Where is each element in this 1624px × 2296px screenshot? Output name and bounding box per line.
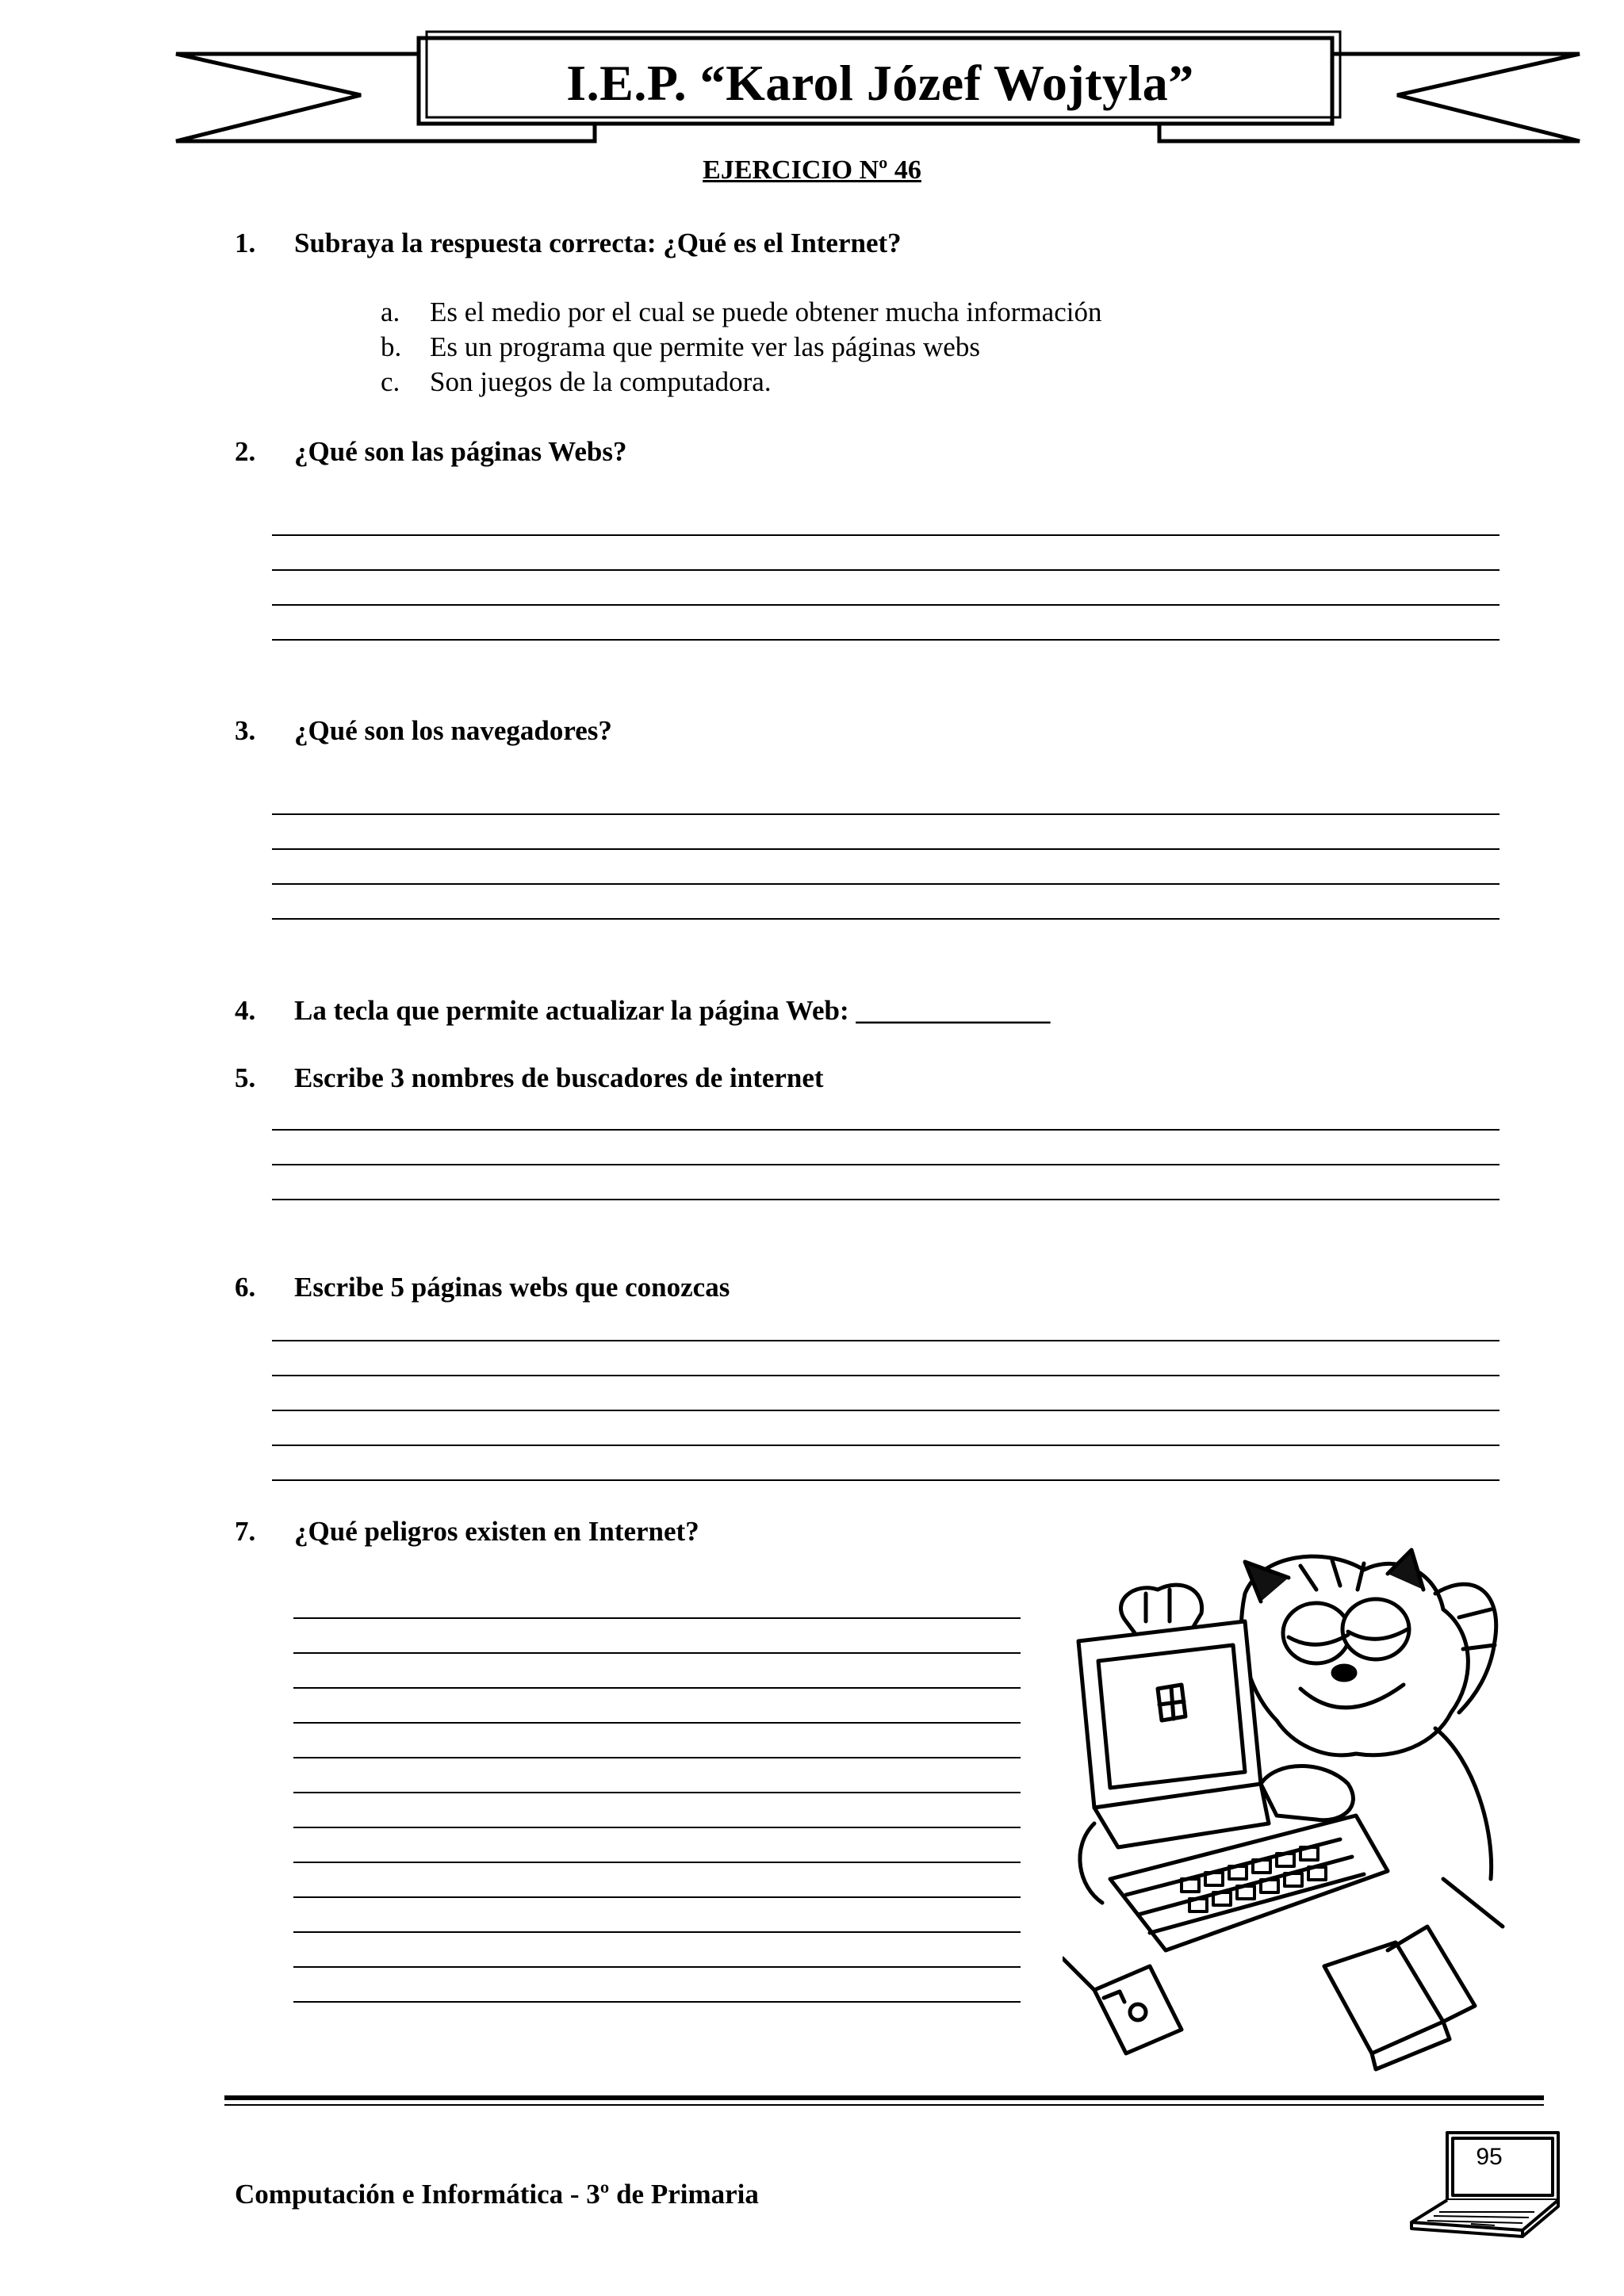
answer-line[interactable] <box>293 1792 1021 1793</box>
answer-line[interactable] <box>293 1827 1021 1828</box>
answer-line[interactable] <box>272 1129 1500 1131</box>
answer-line[interactable] <box>272 1410 1500 1411</box>
option-letter: c. <box>381 366 400 397</box>
answer-line[interactable] <box>293 1896 1021 1898</box>
answer-line[interactable] <box>293 1862 1021 1863</box>
cat-at-computer-illustration <box>1063 1546 1507 2093</box>
answer-line[interactable] <box>272 848 1500 850</box>
answer-line[interactable] <box>293 1966 1021 1968</box>
answer-line[interactable] <box>272 883 1500 885</box>
answer-line[interactable] <box>272 639 1500 641</box>
answer-line[interactable] <box>272 1340 1500 1341</box>
answer-line[interactable] <box>293 1687 1021 1689</box>
answer-line[interactable] <box>293 1617 1021 1619</box>
option-text: Es el medio por el cual se puede obtener mucha información <box>430 297 1102 327</box>
answer-line[interactable] <box>293 1652 1021 1654</box>
question-number: 1. <box>235 228 256 258</box>
answer-line[interactable] <box>293 1931 1021 1933</box>
question-text: La tecla que permite actualizar la página Web: ______________ <box>294 995 1051 1026</box>
answer-line[interactable] <box>272 1164 1500 1165</box>
question-number: 4. <box>235 995 256 1026</box>
option-letter: b. <box>381 331 402 362</box>
question-text: Subraya la respuesta correcta: ¿Qué es el Internet? <box>294 228 902 258</box>
answer-line[interactable] <box>272 1479 1500 1481</box>
answer-line[interactable] <box>293 1722 1021 1724</box>
answer-line[interactable] <box>272 1199 1500 1200</box>
option-text: Son juegos de la computadora. <box>430 366 772 397</box>
answer-line[interactable] <box>272 604 1500 606</box>
question-number: 7. <box>235 1516 256 1547</box>
question-text: Escribe 5 páginas webs que conozcas <box>294 1272 730 1303</box>
answer-line[interactable] <box>272 1445 1500 1446</box>
question-number: 3. <box>235 715 256 746</box>
footer-course: Computación e Informática - 3º de Primaria <box>235 2179 759 2210</box>
school-title: I.E.P. “Karol Józef Wojtyla” <box>566 55 1194 111</box>
question-text: Escribe 3 nombres de buscadores de internet <box>294 1062 824 1093</box>
option-text: Es un programa que permite ver las páginas webs <box>430 331 980 362</box>
question-number: 6. <box>235 1272 256 1303</box>
answer-line[interactable] <box>272 534 1500 536</box>
page-number: 95 <box>1476 2144 1503 2170</box>
footer-rule-thin <box>224 2104 1544 2106</box>
question-number: 2. <box>235 436 256 467</box>
answer-line[interactable] <box>272 813 1500 815</box>
answer-line[interactable] <box>272 918 1500 920</box>
footer-rule <box>224 2095 1544 2100</box>
option-letter: a. <box>381 297 400 327</box>
answer-line[interactable] <box>272 569 1500 571</box>
question-text: ¿Qué son los navegadores? <box>294 715 612 746</box>
answer-line[interactable] <box>293 2001 1021 2003</box>
answer-line[interactable] <box>293 1757 1021 1758</box>
question-text: ¿Qué peligros existen en Internet? <box>294 1516 699 1547</box>
question-text: ¿Qué son las páginas Webs? <box>294 436 627 467</box>
answer-line[interactable] <box>272 1375 1500 1376</box>
question-number: 5. <box>235 1062 256 1093</box>
exercise-title: EJERCICIO Nº 46 <box>703 155 921 185</box>
